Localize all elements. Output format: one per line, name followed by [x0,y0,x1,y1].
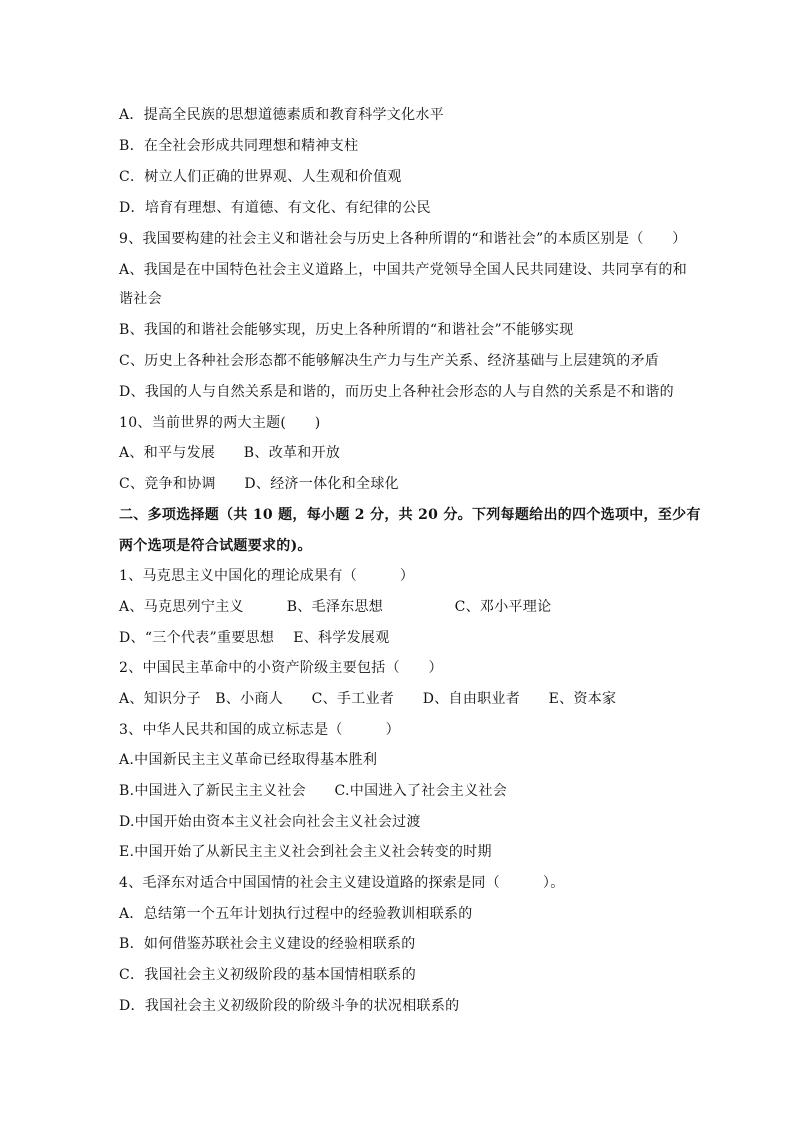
question-line: 3、中华人民共和国的成立标志是（ ） [119,722,400,738]
option-line: A.中国新民主主义革命已经取得基本胜利 [119,752,378,768]
question-line: 4、毛泽东对适合中国国情的社会主义建设道路的探索是同（ ）。 [119,875,565,891]
option-line: B.中国进入了新民主主义社会 C.中国进入了社会主义社会 [119,783,508,799]
option-line: B．在全社会形成共同理想和精神支柱 [119,138,359,154]
option-line: A．提高全民族的思想道德素质和教育科学文化水平 [119,107,445,123]
question-line: 10、当前世界的两大主题( ) [119,415,321,431]
option-line: A、知识分子 B、小商人 C、手工业者 D、自由职业者 E、资本家 [119,691,617,707]
section-heading: 二、多项选择题（共 10 题，每小题 2 分，共 20 分。下列每题给出的四个选项中，至少有 [119,507,701,523]
option-line-continued: 谐社会 [119,291,162,307]
option-line: C．树立人们正确的世界观、人生观和价值观 [119,169,402,185]
question-line: 1、马克思主义中国化的理论成果有（ ） [119,568,415,584]
option-line: B、我国的和谐社会能够实现，历史上各种所谓的“和谐社会”不能够实现 [119,322,574,338]
question-line: 9、我国要构建的社会主义和谐社会与历史上各种所谓的“和谐社会”的本质区别是（ ） [119,231,687,247]
option-line: D．培育有理想、有道德、有文化、有纪律的公民 [119,200,431,216]
question-line: 2、中国民主革命中的小资产阶级主要包括（ ） [119,660,443,676]
option-line: D．我国社会主义初级阶段的阶级斗争的状况相联系的 [119,998,460,1014]
option-line: D、“三个代表”重要思想 E、科学发展观 [119,630,390,646]
option-line: C．我国社会主义初级阶段的基本国情相联系的 [119,967,417,983]
option-line: A．总结第一个五年计划执行过程中的经验教训相联系的 [119,906,473,922]
option-line: B．如何借鉴苏联社会主义建设的经验相联系的 [119,936,416,952]
option-line: A、马克思列宁主义 B、毛泽东思想 C、邓小平理论 [119,599,552,615]
option-line: E.中国开始了从新民主主义社会到社会主义社会转变的时期 [119,844,492,860]
option-line: C、历史上各种社会形态都不能够解决生产力与生产关系、经济基础与上层建筑的矛盾 [119,353,660,369]
option-line: A、和平与发展 B、改革和开放 [119,445,341,461]
option-line: D、我国的人与自然关系是和谐的，而历史上各种社会形态的人与自然的关系是不和谐的 [119,384,674,400]
option-line: A、我国是在中国特色社会主义道路上，中国共产党领导全国人民共同建设、共同享有的和 [119,262,688,278]
section-heading-continued: 两个选项是符合试题要求的)。 [119,538,312,554]
option-line: C、竞争和协调 D、经济一体化和全球化 [119,476,399,492]
option-line: D.中国开始由资本主义社会向社会主义社会过渡 [119,814,421,830]
